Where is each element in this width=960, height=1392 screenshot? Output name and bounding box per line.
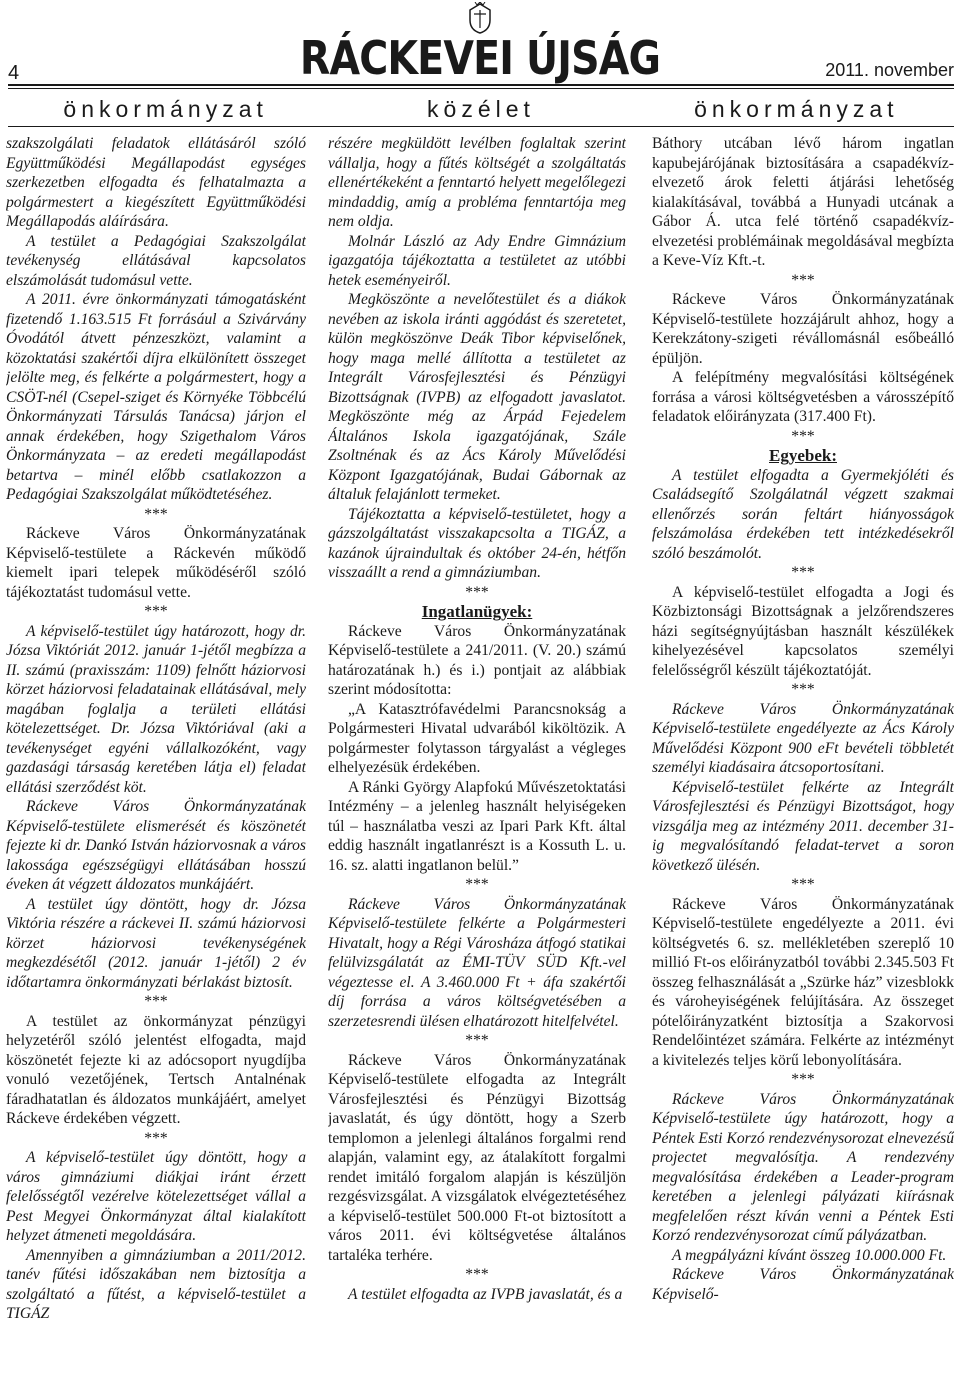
section-label-left: önkormányzat	[63, 96, 268, 122]
paragraph: A felépítmény megvalósítási költségének forrása a városi költségvetésben a városszépítő feladatok előirányzata (317.400 Ft).	[652, 369, 954, 425]
paragraph: szakszolgálati feladatok ellátásáról szóló Együttműködési Megállapodást egységes szerkezetben elfogadta és felhatalmazta a polgármestert a kiegészített Együttműködési Megállapodás aláírására.	[6, 135, 306, 230]
paragraph: Molnár László az Ady Endre Gimnázium igazgatója tájékoztatta a testületet az utóbbi hetek eseményeiről.	[328, 232, 626, 289]
paragraph: A 2011. évre önkormányzati támogatásként fizetendő 1.163.515 Ft forrásául a Szivárvány Óvodától átvett pénzeszközt, valamint a közoktatási szakértői díjra elkülönített összeget jelölte meg, és felkérte a polgármestert, hogy a CSÖT-nél (Csepel-sziget és Környéke Többcélú Önkormányzati Társulás Tanácsa) járjon el annak érdekében, hogy Szigethalom Város Önkormányzata – az eredeti megállapodást betartva – minél előbb csatlakozzon a Pedagógiai Szakszolgálat működtetéséhez.	[6, 291, 306, 503]
separator: ***	[791, 427, 815, 445]
paragraph: „A Katasztrófavédelmi Parancsnokság a Polgármesteri Hivatal udvarából kiköltözik. A polgármester folytasson tárgyalást a végleges elhelyezésük érdekében.	[328, 700, 626, 776]
paragraph: A képviselő-testület elfogadta a Jogi és Közbiztonsági Bizottságnak a jelzőrendszeres házi segítségnyújtásban használt készülékek kihelyezésével kapcsolatos személyi felelősségről készült tájékoztatóját.	[652, 583, 954, 679]
section-rule	[8, 126, 954, 127]
paragraph: Ráckeve Város Önkormányzatának Képviselő-testülete elfogadta az Integrált Városfejlesztési és Pénzügyi Bizottság javaslatát, és úgy döntött, hogy a Szerb templomon a jelenlegi általános forgalmi rend alapján, valamint egy, az átalakított forgalmi rendet imitáló forgalom alapján is készüljön rezgésvizsgálat. A vizsgálatok elvégeztetéséhez a képviselő-testület 500.000 Ft-ot biztosított a város 2011. évi költségvetése általános tartaléka terhére.	[328, 1051, 626, 1264]
issue-date: 2011. november	[825, 60, 954, 80]
paragraph: Amennyiben a gimnáziumban a 2011/2012. tanév fűtési időszakában nem biztosítja a szolgáltató a fűtést, a képviselő-testület a TIGÁZ	[6, 1246, 306, 1322]
paragraph: A testület az önkormányzat pénzügyi helyzetéről szóló jelentést elfogadta, majd köszönetét fejezte ki az adócsoport nyugdíjba vonuló vezetőjének, Tertsch Antalnénak fáradhatatlan és áldozatos munkájáért, amelyet Ráckeve érdekében végzett.	[6, 1012, 306, 1127]
paragraph: Ráckeve Város Önkormányzatának Képviselő-	[652, 1266, 954, 1303]
paragraph: Ráckeve Város Önkormányzatának Képviselő-testülete felkérte a Polgármesteri Hivatalt, hogy a Régi Városháza átfogó statikai felülvizsgálatát az ÉMI-TÜV SÜD Kft.-vel végeztesse el. A 3.460.000 Ft + áfa szakértői díj forrása a város költségvetésében a szerzetesrendi ülésen elhatározott hitelfelvétel.	[328, 895, 626, 1030]
paragraph: Képviselő-testület felkérte az Integrált Városfejlesztési és Pénzügyi Bizottságot, hogy vizsgálja meg az intézmény 2011. december 31-ig megvalósítandó feladat-tervet a soron következő ülésén.	[652, 778, 954, 874]
separator: ***	[791, 681, 815, 698]
paragraph: Ráckeve Város Önkormányzatának Képviselő-testülete a Ráckevén működő kiemelt ipari telepek működéséről szóló tájékoztatást tudomásul vette.	[6, 525, 306, 601]
separator: ***	[144, 993, 168, 1010]
separator: ***	[465, 1266, 489, 1283]
section-label-right: önkormányzat	[694, 96, 899, 122]
page-number: 4	[8, 62, 20, 84]
paragraph: A testület a Pedagógiai Szakszolgálat tevékenység ellátásával kapcsolatos elszámolását tudomásul vette.	[6, 232, 306, 289]
paragraph: Ráckeve Város Önkormányzatának Képviselő-testülete elismerését és köszönetét fejezte ki dr. Dankó István háziorvosnak a város lakossága egészségügyi ellátásában hosszú éveken át végzett áldozatos munkájáért.	[6, 798, 306, 893]
paragraph: Ráckeve Város Önkormányzatának Képviselő-testülete engedélyezte a 2011. évi költségvetés 6. sz. mellékletében szereplő 10 millió Ft-os előirányzatból további 2.345.503 Ft összeg felhasználását a „Szürke ház” vizesblokk és vároheyiségének felújítására. Az összeget pótelőirányzatként biztosítja a Szakorvosi Rendelőintézet számára. Felkérte az intézményt a kivitelezés teljes körű lebonyolítására.	[652, 895, 954, 1069]
paragraph: Ráckeve Város Önkormányzatának Képviselő-testülete hozzájárult ahhoz, hogy a Kerekzátony-szigeti révállomásnál esőbeálló épüljön.	[652, 291, 954, 367]
separator: ***	[144, 1129, 168, 1147]
separator: ***	[465, 583, 489, 601]
paragraph: Báthory utcában lévő három ingatlan kapubejárójának biztosítására a csapadékvíz-elvezető árok feletti átjárási lehetőség kialakításával, továbbá a Hunyadi utcának a Gábor Á. utca felé történő csapadékvíz-elvezetési problémáinak megoldásával megbízta a Keve-Víz Kft.-t.	[652, 135, 954, 269]
separator: ***	[465, 876, 489, 893]
separator: ***	[791, 564, 815, 581]
paragraph: A Ránki György Alapfokú Művészetoktatási Intézmény – a jelenleg használt helyiségeken túl – használatba veszi az Ipari Park Kft. által eddig használt ingatlanrészt is a Kossuth L. u. 16. sz. alatti ingatlanon belül.”	[328, 778, 626, 874]
paragraph: Ráckeve Város Önkormányzatának Képviselő-testülete engedélyezte az Ács Károly Művelődési Központ 900 eFt bevételi többletét személyi kiadásaira átcsoportosítani.	[652, 700, 954, 776]
paragraph: A testület elfogadta a Gyermekjóléti és Családsegítő Szolgálatnál végzett szakmai ellenőrzés során feltárt hiányosságok felszámolása érdekében tett intézkedésekről szóló beszámolót.	[652, 466, 954, 562]
paragraph: Megköszönte a nevelőtestület és a diákok nevében az iskola iránti aggódást és szeretetet, külön megköszönve Deák Tibor képviselőnek, hogy maga mellé állította a testületet az Integrált Városfejlesztési és Pénzügyi Bizottságnak (IVPB) az elfogadott javaslatot. Megköszönte még az Árpád Fejedelem Általános Iskola igazgatójának, Szále Zsoltnénak és az Ács Károly Művelődési Központ Igazgatójának, Budai Gábornak az általuk felajánlott termeket.	[328, 291, 626, 503]
article-column-2	[328, 134, 626, 1392]
section-heading: Egyebek:	[769, 446, 837, 465]
paragraph: A képviselő-testület úgy döntött, hogy a város gimnáziumi diákjai iránt érzett felelősségtől vezérelve kötelezettséget vállal a Pest Megyei Önkormányzat által kialakított helyzet átmeneti megoldására.	[6, 1149, 306, 1244]
section-label-center: közélet	[427, 96, 535, 122]
paragraph: Tájékoztatta a képviselő-testületet, hogy a gázszolgáltatást visszakapcsolta a TIGÁZ, a kazánok újraindultak és október 24-én, hétfőn visszaállt a rend a gimnáziumban.	[328, 505, 626, 581]
paragraph: A megpályázni kívánt összeg 10.000.000 Ft.	[672, 1246, 947, 1264]
separator: ***	[791, 1071, 815, 1088]
masthead	[0, 2, 960, 85]
header-rule-thin	[8, 88, 954, 89]
coat-of-arms-icon	[468, 2, 492, 34]
separator: ***	[144, 603, 168, 620]
separator: ***	[791, 876, 815, 893]
article-column-3	[652, 134, 954, 1392]
paragraph: A képviselő-testület úgy határozott, hogy dr. Józsa Viktóriát 2012. január 1-jétől megbízza a II. számú (praxisszám: 1109) felnőtt háziorvosi körzet háziorvosi feladatainak ellátásával, mely magában foglalja a területi ellátási kötelezettséget. Dr. Józsa Viktóriával (aki a tevékenységet egyéni vállalkozóként, vagy gazdasági társaság keretében látja el) feladat ellátási szerződést köt.	[6, 622, 306, 796]
newspaper-title: RÁCKEVEI ÚJSÁG	[299, 31, 661, 85]
separator: ***	[144, 505, 168, 523]
paragraph: Ráckeve Város Önkormányzatának Képviselő-testülete a 241/2011. (V. 20.) számú határozatának h.) és i.) pontjait az alábbiak szerint módosította:	[328, 622, 626, 698]
separator: ***	[791, 271, 815, 289]
separator: ***	[465, 1032, 489, 1049]
paragraph: részére megküldött levélben foglaltak szerint vállalja, hogy a fűtés költségét a szolgáltatás ellenértékeként a fenntartó helyett megelőlegezi mindaddig, amíg a probléma fenntartója meg nem oldja.	[328, 135, 626, 230]
section-bar	[8, 96, 954, 122]
header-rule	[8, 84, 954, 86]
article-column-1	[6, 134, 306, 1392]
paragraph: A testület elfogadta az IVPB javaslatát, és a	[348, 1285, 623, 1303]
paragraph: A testület úgy döntött, hogy dr. Józsa Viktória részére a ráckevei II. számú háziorvosi körzet háziorvosi tevékenységének megkezdésétől (2012. január 1-jétől) 2 év időtartamra önkormányzati bérlakást biztosít.	[6, 895, 306, 991]
section-heading: Ingatlanügyek:	[421, 602, 533, 621]
paragraph: Ráckeve Város Önkormányzatának Képviselő-testülete úgy határozott, hogy a Péntek Esti Korzó rendezvénysorozat elnevezésű projectet megvalósítja. A rendezvény megvalósítása érdekében a Leader-program keretében a jelenlegi pályázati kiírásnak megfelelően részt kíván venni a Péntek Esti Korzó rendezvénysorozat című pályázatban.	[652, 1090, 954, 1244]
